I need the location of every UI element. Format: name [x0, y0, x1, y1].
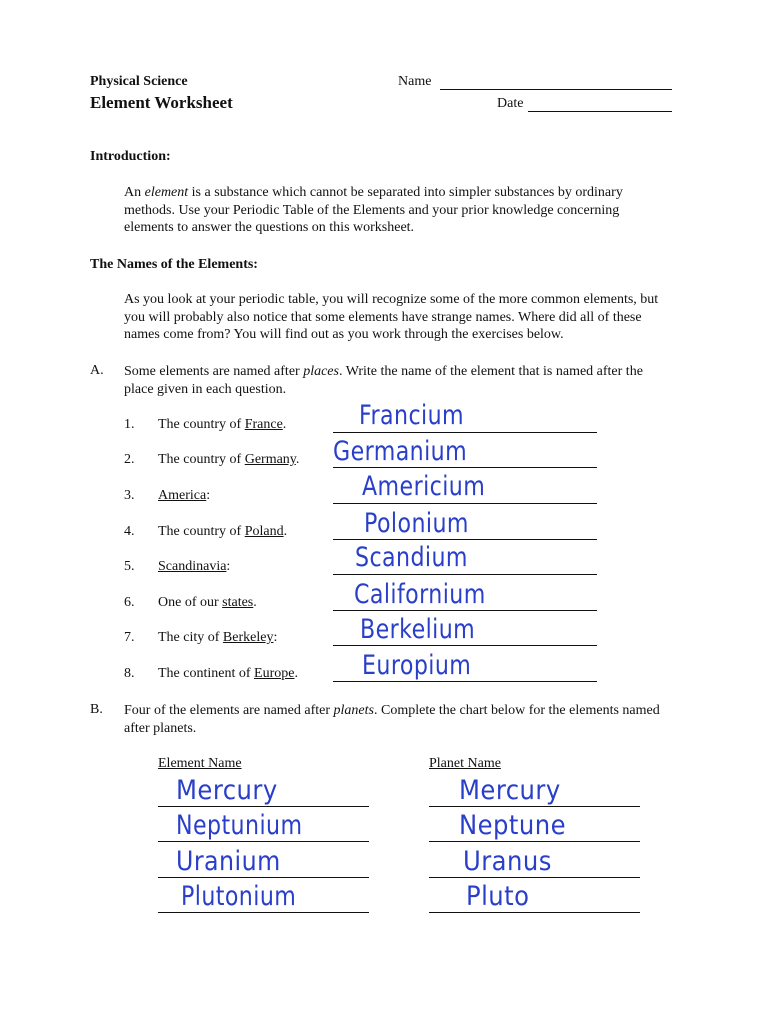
- intro-term-element: element: [144, 185, 189, 200]
- intro-text-start: An: [124, 185, 145, 200]
- date-label: Date: [497, 96, 524, 111]
- name-field[interactable]: [440, 89, 672, 90]
- question-text-prefix: The country of: [158, 524, 245, 539]
- handwritten-planet-name: Neptune: [459, 810, 566, 841]
- place-name: Germany: [244, 452, 296, 467]
- place-name: states: [222, 595, 254, 610]
- planet-answer-line[interactable]: [429, 912, 640, 913]
- place-name: Europe: [254, 666, 295, 681]
- part-a-term-places: places: [303, 364, 339, 379]
- question-number: 7.: [124, 630, 135, 645]
- question-number: 4.: [124, 524, 135, 539]
- question-text: [158, 595, 257, 611]
- place-name: Poland: [244, 524, 284, 539]
- intro-text-rest: is a substance which cannot be separated into simpler substances by ordinary methods. Use your Periodic Table of the Elements and your prior knowledge concerning elements to answer the questions on this worksheet.: [124, 185, 623, 235]
- handwritten-element-name: Mercury: [176, 775, 278, 806]
- answer-line[interactable]: [333, 432, 597, 433]
- handwritten-answer: Europium: [362, 650, 472, 681]
- place-name: Berkeley: [222, 630, 274, 645]
- part-b-marker: B.: [90, 702, 103, 717]
- question-text-suffix: :: [273, 630, 278, 645]
- place-name: Scandinavia: [158, 559, 227, 574]
- introduction-text: [124, 184, 672, 237]
- answer-line[interactable]: [333, 645, 597, 646]
- question-text: [158, 524, 287, 540]
- answer-line[interactable]: [333, 610, 597, 611]
- handwritten-element-name: Uranium: [176, 846, 281, 877]
- element-name-column-header: Element Name: [158, 756, 242, 771]
- date-field[interactable]: [528, 111, 672, 112]
- place-name: America: [158, 488, 207, 503]
- element-answer-line[interactable]: [158, 841, 369, 842]
- question-text-suffix: .: [295, 452, 300, 467]
- part-a-marker: A.: [90, 363, 104, 378]
- handwritten-planet-name: Mercury: [459, 775, 561, 806]
- handwritten-answer: Polonium: [364, 508, 469, 539]
- question-text-suffix: .: [294, 666, 298, 681]
- element-answer-line[interactable]: [158, 806, 369, 807]
- part-a-instructions: [124, 363, 672, 398]
- part-b-instructions: [124, 702, 672, 737]
- handwritten-answer: Californium: [354, 579, 486, 610]
- question-text-suffix: :: [226, 559, 231, 574]
- handwritten-element-name: Neptunium: [176, 810, 303, 841]
- question-text: [158, 452, 299, 468]
- element-answer-line[interactable]: [158, 877, 369, 878]
- question-text-prefix: The continent of: [158, 666, 255, 681]
- part-b-text-rest: . Complete the chart below for the elements named after planets.: [124, 703, 660, 736]
- question-number: 3.: [124, 488, 135, 503]
- handwritten-planet-name: Pluto: [466, 881, 530, 912]
- handwritten-answer: Germanium: [333, 436, 468, 467]
- part-b-text-start: Four of the elements are named after: [124, 703, 334, 718]
- answer-line[interactable]: [333, 467, 597, 468]
- question-number: 2.: [124, 452, 135, 467]
- page-title: Element Worksheet: [90, 93, 233, 112]
- question-text-suffix: .: [253, 595, 257, 610]
- handwritten-answer: Scandium: [355, 542, 468, 573]
- question-number: 5.: [124, 559, 135, 574]
- handwritten-answer: Americium: [362, 471, 486, 502]
- question-number: 1.: [124, 417, 135, 432]
- planet-answer-line[interactable]: [429, 841, 640, 842]
- introduction-heading: Introduction:: [90, 149, 171, 164]
- question-text-prefix: The country of: [158, 452, 245, 467]
- place-name: France: [244, 417, 283, 432]
- question-text-prefix: The country of: [158, 417, 245, 432]
- answer-line[interactable]: [333, 503, 597, 504]
- handwritten-answer: Francium: [359, 400, 465, 431]
- name-label: Name: [398, 74, 432, 89]
- answer-line[interactable]: [333, 539, 597, 540]
- part-a-text-start: Some elements are named after: [124, 364, 304, 379]
- question-text: [158, 630, 277, 646]
- question-text-prefix: One of our: [158, 595, 223, 610]
- planet-answer-line[interactable]: [429, 877, 640, 878]
- question-text-prefix: The city of: [158, 630, 223, 645]
- handwritten-answer: Berkelium: [360, 614, 476, 645]
- question-text-suffix: .: [282, 417, 287, 432]
- course-name: Physical Science: [90, 74, 188, 89]
- names-heading: The Names of the Elements:: [90, 257, 258, 272]
- question-text-suffix: :: [206, 488, 211, 503]
- question-number: 8.: [124, 666, 135, 681]
- question-text: [158, 666, 298, 682]
- question-text: [158, 417, 286, 433]
- answer-line[interactable]: [333, 681, 597, 682]
- question-text: [158, 488, 210, 504]
- handwritten-element-name: Plutonium: [181, 881, 297, 912]
- planet-answer-line[interactable]: [429, 806, 640, 807]
- part-b-term-planets: planets: [333, 703, 374, 718]
- question-text: [158, 559, 230, 575]
- question-number: 6.: [124, 595, 135, 610]
- names-text: As you look at your periodic table, you will recognize some of the more common elements, but you will probably also notice that some elements have strange names. Where did all of these names come from? You will find out as you work through the exercises below.: [124, 292, 659, 342]
- handwritten-planet-name: Uranus: [463, 846, 552, 877]
- element-answer-line[interactable]: [158, 912, 369, 913]
- answer-line[interactable]: [333, 574, 597, 575]
- planet-name-column-header: Planet Name: [429, 756, 501, 771]
- question-text-suffix: .: [283, 524, 288, 539]
- part-a-text-rest: . Write the name of the element that is named after the place given in each question.: [124, 364, 643, 397]
